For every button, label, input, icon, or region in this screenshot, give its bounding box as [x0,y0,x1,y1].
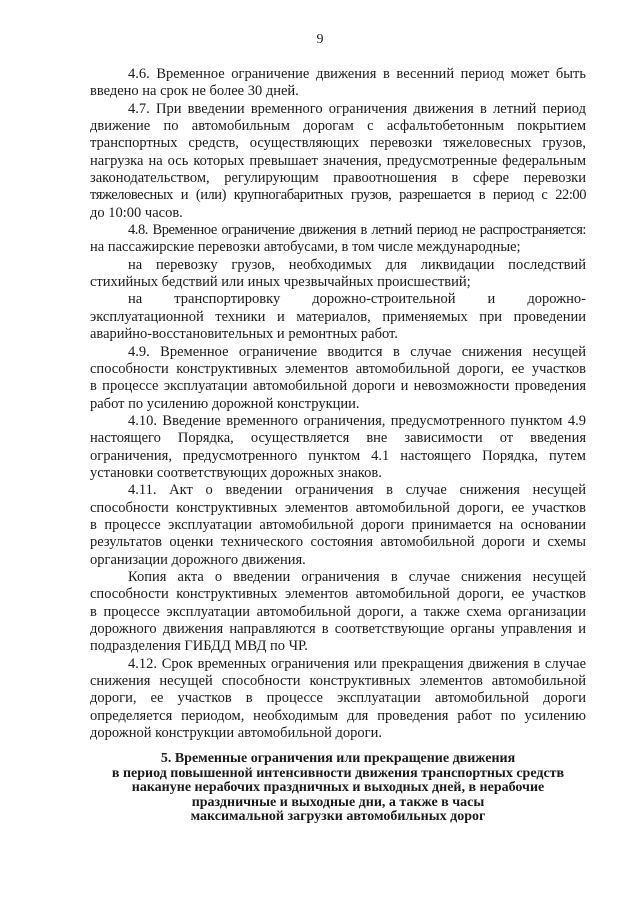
text-line: до 10:00 часов. [90,204,183,221]
heading-line: праздничные и выходные дни, а также в часы [191,794,485,810]
text-line: 4.6. Временное ограничение движения в весенний период может быть [128,66,586,82]
text-line: в процессе эксплуатации автомобильной дороги принимается на основании [90,516,586,533]
text-line: 4.8. Временное ограничение движения в летний период не распространяется: [128,222,586,239]
text-line: на перевозку грузов, необходимых для ликвидации последствий [128,256,586,273]
text-line: эксплуатационной техники и материалов, применяемых при проведении [90,308,586,325]
paragraph-4-12 [90,656,586,743]
text-line: способности конструктивных элементов автомобильной дороги, ее участков [90,586,586,603]
text-line: способности конструктивных элементов автомобильной дороги, ее участков [90,360,586,377]
paragraph-4-8-cargo [90,257,586,292]
text-line: дорожного движения направляются в соответствующие органы управления и [90,621,586,637]
text-line: введено на срок не более 30 дней. [90,83,299,100]
text-line: установки соответствующих дорожных знаков. [90,464,382,481]
text-line: Копия акта о введении ограничения в случае снижения несущей [128,568,586,585]
text-line: на пассажирские перевозки автобусами, в том числе международные; [90,239,521,256]
text-line: снижения несущей способности конструктивных элементов автомобильной [90,673,586,690]
section-heading [70,752,606,825]
paragraph-4-9 [90,344,586,413]
heading-line: накануне нерабочих праздничных и выходных дней, в нерабочие [131,780,545,796]
heading-line: в период повышенной интенсивности движения транспортных средств [111,765,565,781]
text-line: работ по усилению дорожной конструкции. [90,395,360,412]
text-line: тяжеловесных и (или) крупногабаритных грузов, разрешается в период с 22:00 [90,187,586,204]
paragraph-4-10 [90,413,586,482]
heading-line: максимальной загрузки автомобильных дорог [190,809,486,825]
paragraph-4-7 [90,101,586,222]
paragraph-act-copy [90,569,586,656]
text-line: законодательством, регулирующим правоотношения в сфере перевозки [90,170,586,187]
page-number: 9 [316,32,324,47]
text-line: нагрузка на ось которых превышает значения, предусмотренные федеральным [90,152,586,169]
text-line: 4.11. Акт о введении ограничения в случае снижения несущей [128,482,586,499]
text-line: на транспортировку дорожно-строительной и дорожно- [128,291,586,308]
text-line: определяется периодом, необходимым для проведения работ по усилению [90,707,586,724]
text-line: настоящего Порядка, осуществляется вне зависимости от введения [90,430,586,447]
text-line: дорожной конструкции автомобильной дороги. [90,725,383,742]
body-text [90,66,586,742]
text-line: в процессе эксплуатации автомобильной дороги и невозможности проведения [90,378,586,395]
text-line: дороги, ее участков в процессе эксплуатации автомобильной дороги [90,690,586,707]
text-line: результатов оценки технического состояния автомобильной дороги и схемы [90,534,586,551]
paragraph-4-8-machinery [90,291,586,343]
text-line: подразделения ГИБДД МВД по ЧР. [90,638,308,655]
paragraph-4-8 [90,222,586,257]
paragraph-4-11 [90,482,586,569]
text-line: способности конструктивных элементов автомобильной дороги, ее участков [90,499,586,516]
text-line: аварийно-восстановительных и ремонтных работ. [90,326,398,343]
text-line: 4.10. Введение временного ограничения, предусмотренного пунктом 4.9 [128,412,586,429]
text-line: транспортных средств, осуществляющих перевозки тяжеловесных грузов, [90,135,586,152]
text-line: движение по автомобильным дорогам с асфальтобетонным покрытием [90,118,586,135]
text-line: стихийных бедствий или иных чрезвычайных происшествий; [90,274,471,291]
text-line: ограничения, предусмотренного пунктом 4.1 настоящего Порядка, путем [90,447,586,464]
text-line: 4.12. Срок временных ограничения или прекращения движения в случае [128,655,586,672]
heading-line: 5. Временные ограничения или прекращение движения [160,751,516,766]
text-line: 4.7. При введении временного ограничения движения в летний период [128,100,586,117]
paragraph-4-6 [90,66,586,101]
text-line: 4.9. Временное ограничение вводится в случае снижения несущей [128,343,586,360]
text-line: в процессе эксплуатации автомобильной дороги, а также схема организации [90,603,586,620]
text-line: организации дорожного движения. [90,551,306,568]
